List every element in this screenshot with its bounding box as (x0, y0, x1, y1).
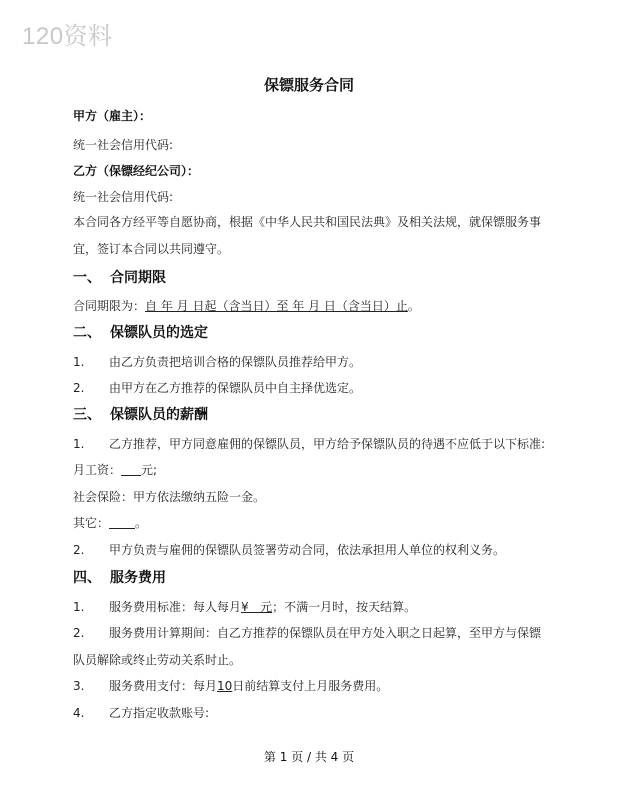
section-heading-fees (73, 567, 166, 587)
section-heading-term (73, 267, 166, 287)
selection-item-1 (73, 353, 361, 370)
item-text: 乙方指定收款账号: (109, 706, 210, 720)
section-number: 二、 (73, 325, 101, 341)
other-benefits-line (73, 514, 147, 531)
monthly-salary-blank (121, 463, 141, 476)
item-number: 2. (73, 626, 85, 640)
payment-note: 日前结算支付上月服务费用。 (232, 679, 389, 693)
section-heading-salary (73, 404, 208, 424)
fee-standard-note: ；不满一月时，按天结算。 (272, 600, 417, 614)
page-number-footer: 第 1 页 / 共 4 页 (263, 750, 355, 764)
item-number: 1. (73, 437, 85, 451)
item-number: 4. (73, 706, 85, 720)
fees-item-2 (73, 624, 541, 641)
social-insurance-line: 社会保险：甲方依法缴纳五险一金。 (73, 490, 266, 504)
item-text: 由乙方负责把培训合格的保镖队员推荐给甲方。 (109, 355, 362, 369)
term-suffix: 。 (407, 299, 420, 313)
monthly-salary-label: 月工资： (73, 463, 122, 477)
item-number: 1. (73, 600, 85, 614)
selection-item-2 (73, 379, 361, 396)
item-text: 甲方负责与雇佣的保镖队员签署劳动合同，依法承担用人单位的权利义务。 (109, 543, 506, 557)
section-heading-selection (73, 322, 208, 342)
monthly-salary-unit: 元; (141, 463, 158, 477)
fees-item-2-continued: 队员解除或终止劳动关系时止。 (73, 653, 242, 667)
fees-item-1 (73, 598, 416, 615)
other-suffix: 。 (135, 516, 148, 530)
salary-item-2 (73, 541, 505, 558)
fees-item-4 (73, 704, 209, 721)
item-number: 1. (73, 355, 85, 369)
fee-amount: ¥ 元 (241, 600, 273, 614)
salary-item-1 (73, 435, 545, 452)
fee-standard-label: 服务费用标准：每人每月 (109, 600, 242, 614)
fees-item-3 (73, 677, 388, 694)
section-title: 保镖队员的薪酬 (110, 407, 208, 423)
section-title: 保镖队员的选定 (110, 325, 208, 341)
section-title: 服务费用 (110, 570, 166, 586)
payment-label: 服务费用支付：每月 (109, 679, 218, 693)
item-number: 2. (73, 381, 85, 395)
item-text: 服务费用计算期间：自乙方推荐的保镖队员在甲方处入职之日起算，至甲方与保镖 (109, 626, 542, 640)
party-a-credit-code: 统一社会信用代码: (73, 138, 174, 152)
other-label: 其它： (73, 516, 110, 530)
contract-term-line (73, 297, 420, 314)
payment-day: 10 (217, 679, 233, 693)
watermark: 120资料 (22, 23, 113, 50)
term-period: 自 年 月 日起（含当日）至 年 月 日（含当日）止 (145, 299, 408, 313)
term-prefix: 合同期限为： (73, 299, 146, 313)
party-a-label: 甲方（雇主）： (73, 109, 152, 123)
section-number: 三、 (73, 407, 101, 423)
party-b-credit-code: 统一社会信用代码: (73, 190, 174, 204)
monthly-salary-line (73, 461, 157, 478)
item-text: 乙方推荐，甲方同意雇佣的保镖队员，甲方给予保镖队员的待遇不应低于以下标准: (109, 437, 546, 451)
section-number: 一、 (73, 270, 101, 286)
item-number: 3. (73, 679, 85, 693)
party-b-label: 乙方（保镖经纪公司）： (73, 164, 200, 178)
section-number: 四、 (73, 570, 101, 586)
intro-paragraph-line-1: 本合同各方经平等自愿协商，根据《中华人民共和国民法典》及相关法规，就保镖服务事 (73, 215, 542, 229)
item-text: 由甲方在乙方推荐的保镖队员中自主择优选定。 (109, 381, 362, 395)
other-blank (109, 516, 135, 529)
item-number: 2. (73, 543, 85, 557)
document-title: 保镖服务合同 (263, 76, 354, 94)
section-title: 合同期限 (110, 270, 166, 286)
intro-paragraph-line-2: 宜，签订本合同以共同遵守。 (73, 242, 230, 256)
